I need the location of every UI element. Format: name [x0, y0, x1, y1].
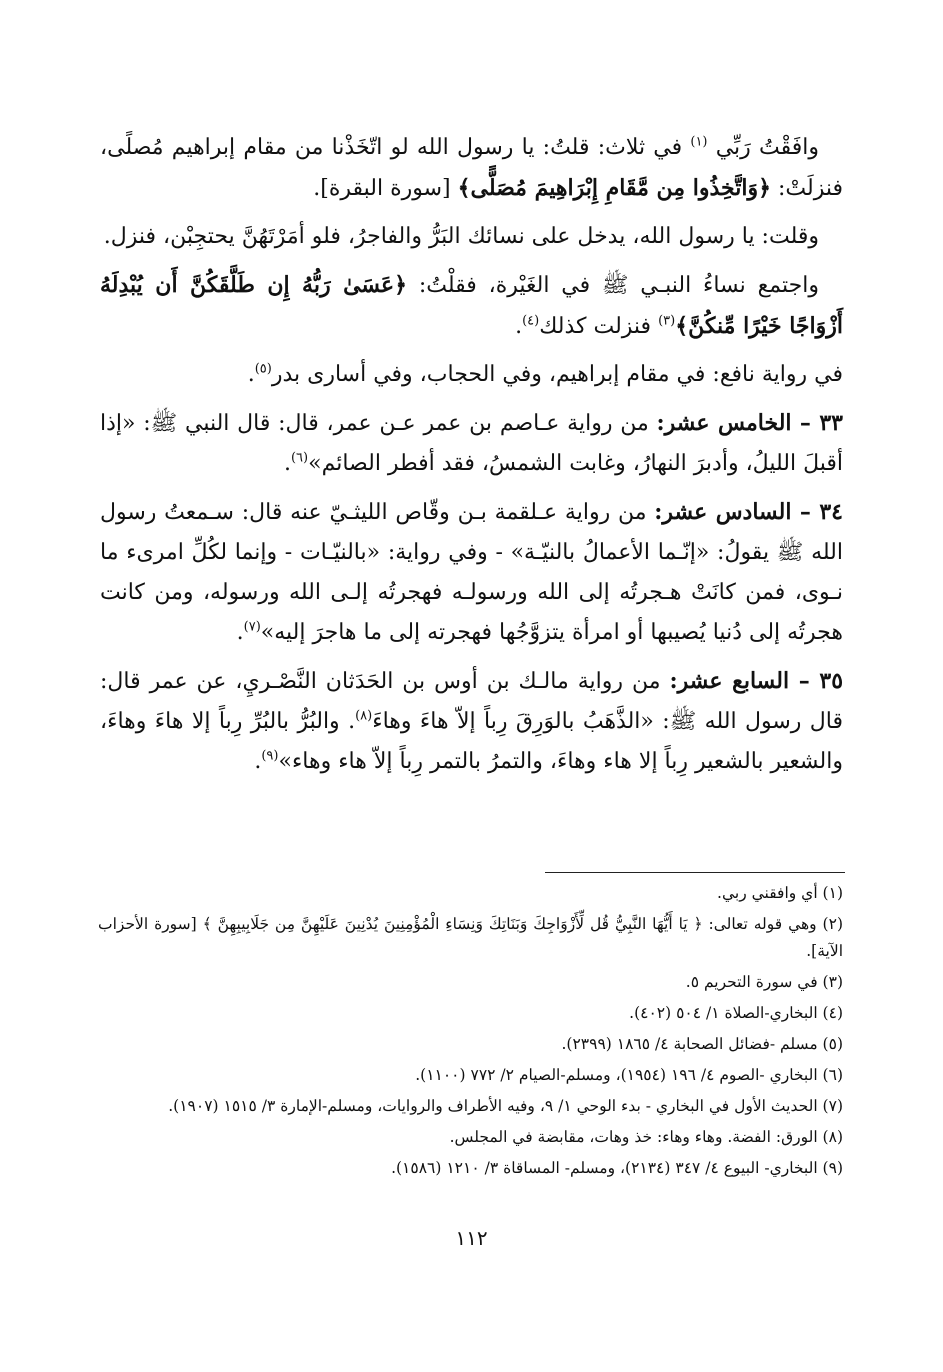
hadith-33-text: من رواية عـاصم بن عمر عـن عمر، قال: قال النبي ﷺ: «إذا أقبلَ الليلُ، وأدبرَ النهارُ، وغابت الشمسُ، فقد أفطر الصائم»: [100, 411, 843, 476]
hadith-34-end: .: [236, 620, 244, 645]
hadith-34-text: من رواية عـلقمة بـن وقّاص الليثـيّ عنه قال: سـمعتُ رسول الله ﷺ يقولُ: «إنّـما الأعمالُ بالنيّـة» - وفي رواية: «بالنيّـات - وإنما لكُلِّ امرىء ما نـوى، فمن كانَتْ هـجرتُه إلى الله ورسولـه فهجرتُه إلـى الله ورسوله، ومن كانت هجرتُه إلى دُنيا يُصيبها أو امرأة يتزوَّجُها فهجرته إلى ما هاجرَ إليه»: [100, 500, 843, 645]
paragraph-1-text-a: وافَقْتُ رَبِّي: [707, 135, 819, 160]
hadith-34-heading: ٣٤ – السادس عشر:: [654, 499, 843, 525]
footnote-ref-5: (٥): [254, 361, 272, 377]
footnote-ref-4: (٤): [522, 313, 540, 329]
paragraph-1-text-b: في ثلاث: قلتُ: يا رسول الله لو اتّخَذْنا من مقام إبراهيم مُصلًى، فنزلَتْ:: [100, 135, 843, 201]
footnotes-section: [98, 880, 843, 1186]
paragraph-4-text-b: .: [247, 362, 255, 387]
hadith-35-text-a: من رواية مالـك بن أوس بن الحَدَثان النَّصْـريِ، عن عمر قال: قال رسول الله ﷺ: «الذَّهَبُ بالوَرِقَ رِباً إلاّ هاءَ وهاءَ: [100, 669, 843, 734]
footnote-6: (٦) البخاري -الصوم ٤/ ١٩٦ (١٩٥٤)، ومسلم-الصيام ٢/ ٧٧٢ (١١٠٠).: [415, 1066, 843, 1084]
hadith-35-end: .: [254, 749, 262, 774]
hadith-35-heading: ٣٥ – السابع عشر:: [669, 668, 844, 694]
footnote-2: (٢) وهي قوله تعالى: ﴿ يَا أَيُّهَا النَّبِيُّ قُل لِّأَزْوَاجِكَ وَبَنَاتِكَ وَنِسَاءِ الْمُؤْمِنِينَ يُدْنِينَ عَلَيْهِنَّ مِن جَلَابِيبِهِنَّ ﴾ [سورة الأحزاب الآية].: [98, 915, 843, 960]
footnote-ref-6: (٦): [290, 450, 309, 466]
hadith-33-end: .: [283, 451, 291, 476]
footnote-5: (٥) مسلم -فضائل الصحابة ٤/ ١٨٦٥ (٢٣٩٩).: [561, 1035, 843, 1053]
hadith-34: [100, 492, 843, 653]
paragraph-4: [100, 355, 843, 395]
footnote-separator: [545, 872, 845, 873]
footnote-7: (٧) الحديث الأول في البخاري - بدء الوحي ١/ ٩، وفيه الأطراف والروايات، ومسلم-الإمارة ٣/ ١٥١٥ (١٩٠٧).: [168, 1097, 843, 1115]
page-number: ١١٢: [455, 1226, 488, 1250]
footnote-ref-7: (٧): [243, 619, 261, 635]
hadith-35-text-b: . والبُرُّ بالبُرِّ رِباً إلا هاءَ وهاءَ، والشعير بالشعير رِباً إلا هاء وهاءَ، والتمرُ بالتمر رِباً إلاّ هاء وهاء»: [100, 709, 843, 774]
paragraph-4-text-a: في رواية نافع: في مقام إبراهيم، وفي الحجاب، وفي أسارى بدر: [271, 362, 843, 387]
hadith-33: [100, 403, 843, 484]
paragraph-1: [100, 128, 843, 209]
main-text-body: [100, 128, 843, 790]
paragraph-2: [100, 217, 843, 257]
paragraph-3-text-b: فنزلت كذلك: [539, 314, 659, 339]
paragraph-3: [100, 265, 843, 347]
footnote-1: (١) أي وافقني ربي.: [717, 884, 843, 902]
footnote-9: (٩) البخاري- البيوع ٤/ ٣٤٧ (٢١٣٤)، ومسلم- المساقاة ٣/ ١٢١٠ (١٥٨٦).: [391, 1159, 843, 1177]
paragraph-1-text-c: [سورة البقرة].: [313, 176, 458, 201]
hadith-35: [100, 661, 843, 782]
footnote-ref-1: (١): [690, 134, 708, 150]
quran-verse-2: ﴿عَسَىٰ رَبُّهُ إِن طَلَّقَكُنَّ أَن يُبْدِلَهُ أَزْوَاجًا خَيْرًا مِّنكُنَّ﴾: [100, 272, 843, 339]
hadith-33-heading: ٣٣ – الخامس عشر:: [656, 410, 843, 436]
footnote-4: (٤) البخاري-الصلاة ١/ ٥٠٤ (٤٠٢).: [629, 1004, 843, 1022]
footnote-8: (٨) الورق: الفضة. وهاء وهاء: خذ وهات، مقابضة في المجلس.: [449, 1128, 843, 1146]
footnote-3: (٣) في سورة التحريم ٥.: [685, 973, 843, 991]
footnote-ref-9: (٩): [261, 748, 279, 764]
paragraph-3-text-a: واجتمع نساءُ النبـي ﷺ في الغَيْرة، فقلْتُ:: [407, 273, 820, 298]
paragraph-3-text-c: .: [515, 314, 523, 339]
footnote-ref-8: (٨): [355, 708, 373, 724]
footnote-ref-3: (٣): [658, 313, 676, 329]
paragraph-2-text: وقلت: يا رسول الله، يدخل على نسائك البَرُّ والفاجرُ، فلو أمَرْتَهُنَّ يحتجِبْن، فنزل.: [103, 224, 819, 249]
quran-verse-1: ﴿وَاتَّخِذُوا مِن مَّقَامِ إِبْرَاهِيمَ مُصَلًّى﴾: [457, 175, 771, 201]
